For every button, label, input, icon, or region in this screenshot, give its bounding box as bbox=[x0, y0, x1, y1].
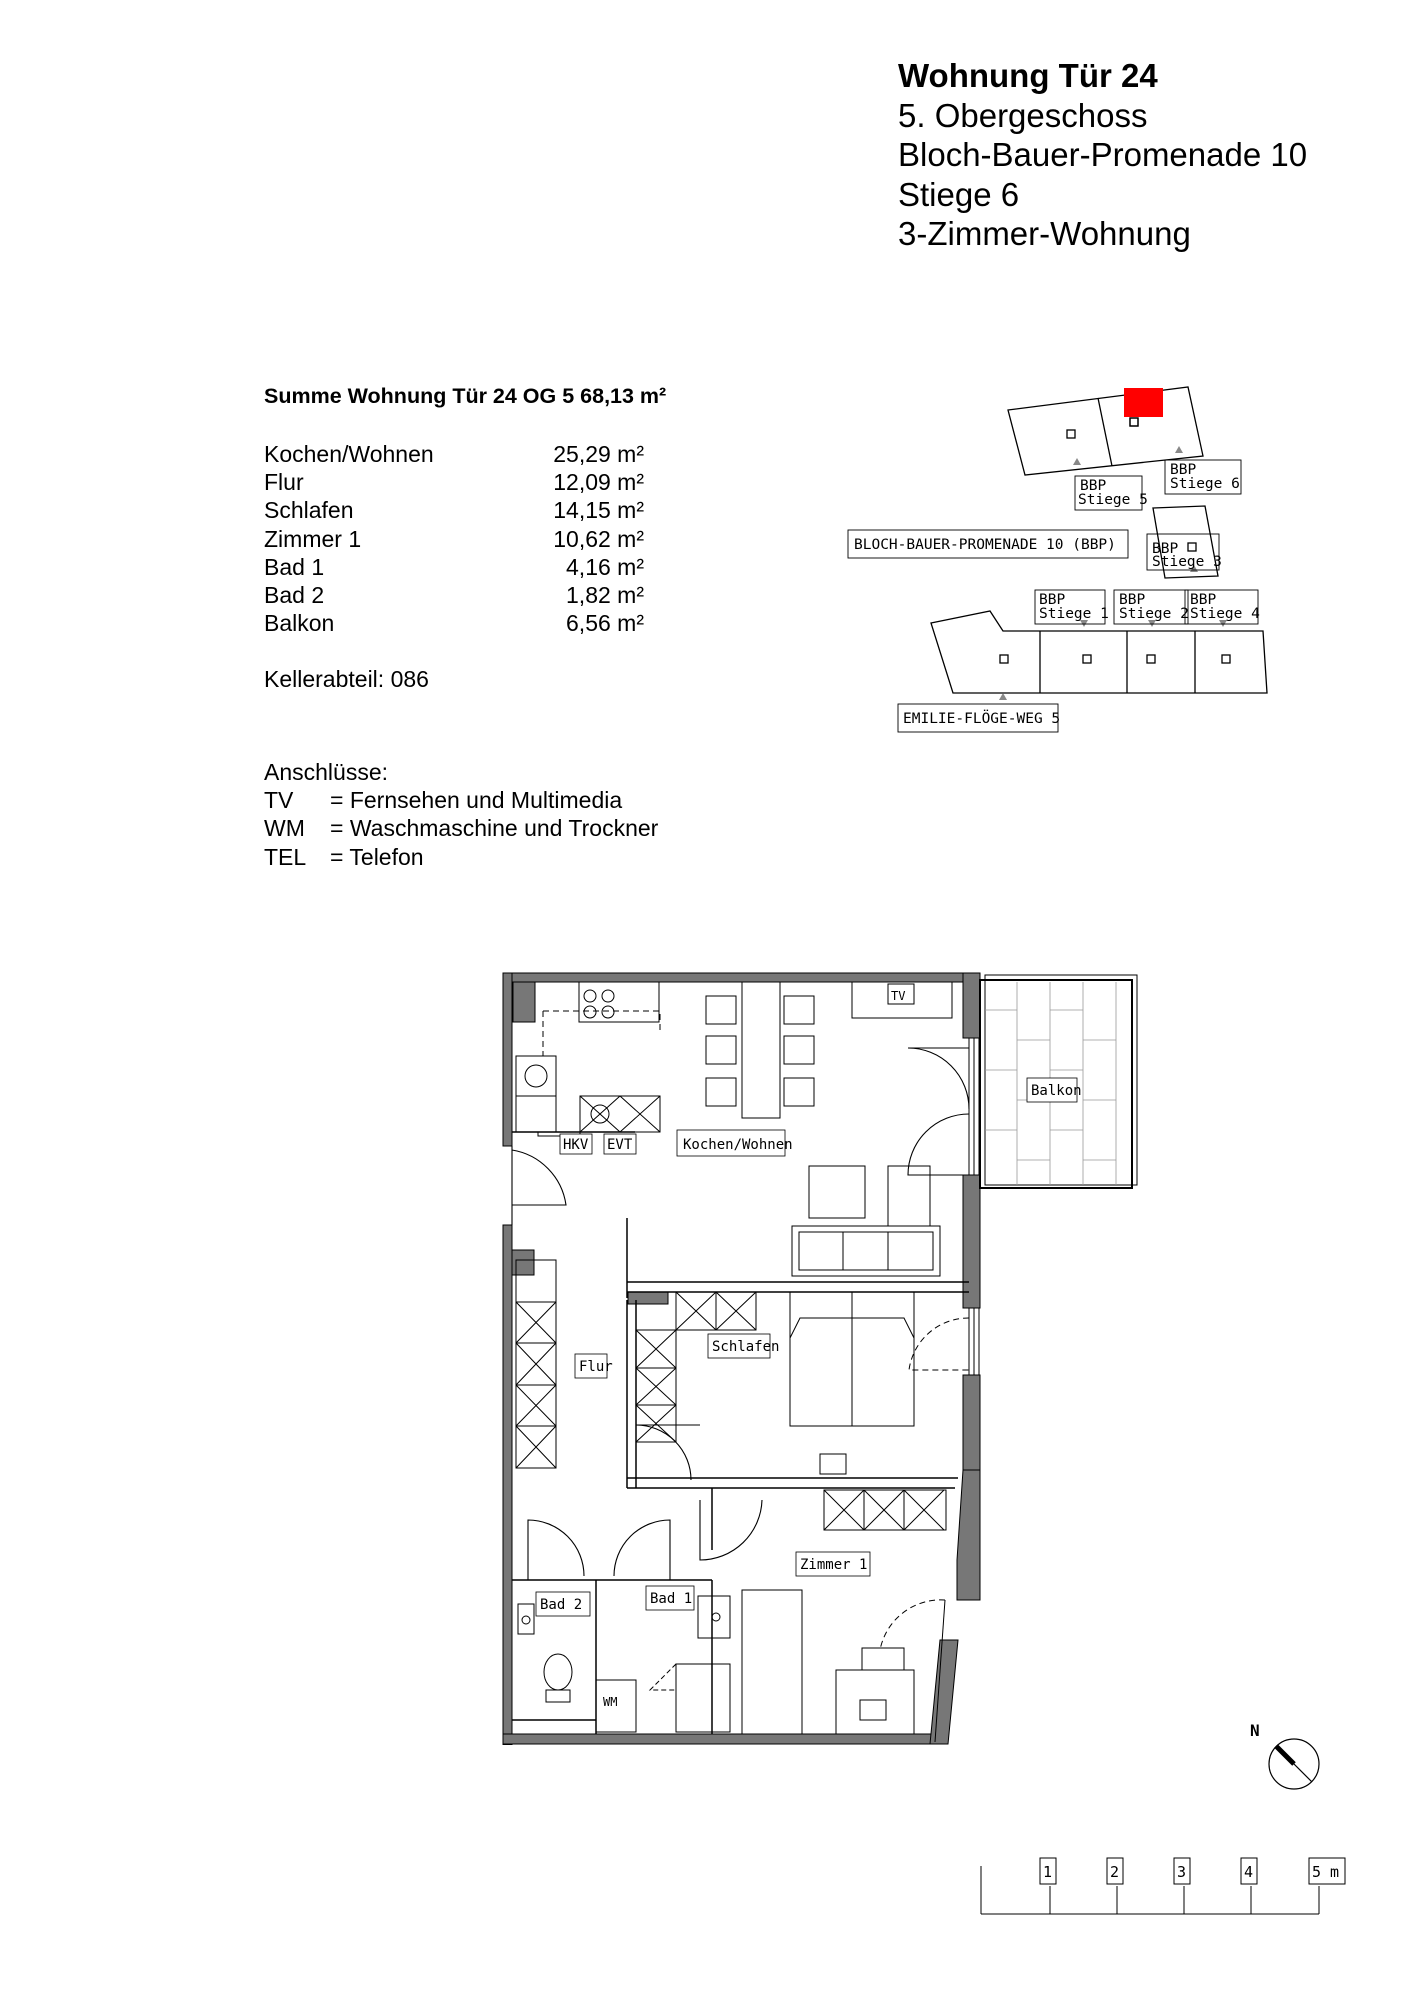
floor-plan bbox=[495, 965, 1140, 1745]
area-name: Flur bbox=[264, 469, 304, 496]
stiege2-label: Stiege 2 bbox=[1119, 606, 1189, 622]
tv-socket-label: TV bbox=[891, 989, 906, 1003]
apartment-header bbox=[898, 56, 1307, 254]
room-label-zimmer1: Zimmer 1 bbox=[800, 1557, 868, 1573]
area-value: 1,82 m² bbox=[566, 581, 644, 608]
area-name: Zimmer 1 bbox=[264, 525, 362, 552]
wall-east-lower bbox=[930, 1640, 958, 1744]
area-value: 10,62 m² bbox=[553, 525, 644, 552]
wall-east-mid2 bbox=[963, 1375, 980, 1470]
scale-mark: 5 m bbox=[1312, 1863, 1340, 1881]
connections-legend bbox=[264, 758, 659, 871]
bbp-label: BBP bbox=[1039, 592, 1066, 608]
wall-flur-stub bbox=[512, 1250, 534, 1275]
room-label-bad1: Bad 1 bbox=[650, 1591, 693, 1607]
legend-key: TV bbox=[264, 787, 294, 814]
area-row bbox=[264, 525, 644, 553]
area-name: Schlafen bbox=[264, 497, 354, 524]
stiege6-label: Stiege 6 bbox=[1170, 476, 1240, 492]
wall-south bbox=[503, 1734, 940, 1744]
area-name: Bad 2 bbox=[264, 581, 325, 608]
street1-label: BLOCH-BAUER-PROMENADE 10 (BBP) bbox=[854, 537, 1116, 553]
stair-marker bbox=[1000, 655, 1008, 663]
apartment-location-marker bbox=[1124, 388, 1163, 417]
legend-desc: = Waschmaschine und Trockner bbox=[330, 815, 659, 842]
legend-desc: = Fernsehen und Multimedia bbox=[330, 787, 623, 814]
apartment-floor: 5. Obergeschoss bbox=[898, 96, 1148, 134]
site-keymap bbox=[840, 380, 1280, 740]
scale-bar bbox=[975, 1840, 1355, 1920]
room-label-schlafen: Schlafen bbox=[712, 1339, 780, 1355]
stair-marker bbox=[1188, 543, 1196, 551]
room-label-flur: Flur bbox=[579, 1359, 613, 1375]
wall-east-slanted bbox=[957, 1470, 980, 1600]
room-label-bad2: Bad 2 bbox=[540, 1597, 583, 1613]
wall-west-lower bbox=[503, 1225, 512, 1745]
north-label: N bbox=[1250, 1721, 1260, 1740]
legend-row bbox=[264, 786, 623, 814]
legend-row bbox=[264, 843, 424, 871]
scale-mark: 4 bbox=[1244, 1863, 1254, 1881]
apartment-address: Bloch-Bauer-Promenade 10 bbox=[898, 136, 1308, 173]
area-name: Bad 1 bbox=[264, 553, 325, 580]
bbp-label: BBP bbox=[1080, 478, 1107, 494]
area-row bbox=[264, 609, 644, 637]
hkv-label: HKV bbox=[563, 1137, 589, 1153]
stiege1-label: Stiege 1 bbox=[1039, 606, 1109, 622]
wall-kitchen-corner bbox=[513, 982, 535, 1022]
evt-label: EVT bbox=[607, 1137, 633, 1153]
compass-rose bbox=[1248, 1720, 1328, 1800]
area-row bbox=[264, 581, 644, 609]
connections-heading: Anschlüsse: bbox=[264, 759, 389, 785]
legend-key: WM bbox=[264, 815, 305, 842]
bbp-label: BBP bbox=[1152, 541, 1179, 557]
legend-desc: = Telefon bbox=[330, 843, 424, 870]
wall-east-upper bbox=[963, 973, 980, 1038]
area-row bbox=[264, 496, 644, 524]
wall-west-upper bbox=[503, 973, 512, 1146]
area-list bbox=[264, 440, 644, 637]
building-south bbox=[931, 611, 1267, 693]
wall-north bbox=[503, 973, 973, 982]
stiege4-label: Stiege 4 bbox=[1190, 606, 1260, 622]
wm-socket-label: WM bbox=[603, 1695, 618, 1709]
stiege5-label: Stiege 5 bbox=[1078, 492, 1148, 508]
area-value: 25,29 m² bbox=[553, 441, 644, 467]
keller-info: Kellerabteil: 086 bbox=[264, 666, 429, 692]
scale-mark: 1 bbox=[1043, 1863, 1053, 1881]
area-name: Kochen/Wohnen bbox=[264, 441, 434, 467]
apartment-type: 3-Zimmer-Wohnung bbox=[898, 215, 1191, 252]
street2-label: EMILIE-FLÖGE-WEG 5 bbox=[903, 711, 1061, 727]
stair-marker bbox=[1067, 430, 1075, 438]
stair-marker bbox=[1147, 655, 1155, 663]
scale-mark: 3 bbox=[1177, 1863, 1187, 1881]
wall-east-mid bbox=[963, 1175, 980, 1308]
bbp-label: BBP bbox=[1170, 462, 1197, 478]
area-row bbox=[264, 468, 644, 496]
wall-schlafen-stub bbox=[628, 1292, 668, 1304]
stair-marker bbox=[1130, 418, 1138, 426]
room-label-kochen: Kochen/Wohnen bbox=[683, 1137, 793, 1153]
stair-marker bbox=[1083, 655, 1091, 663]
area-value: 4,16 m² bbox=[566, 553, 644, 580]
area-row bbox=[264, 553, 644, 581]
bbp-label: BBP bbox=[1190, 592, 1217, 608]
stiege3-label: Stiege 3 bbox=[1152, 554, 1222, 570]
area-value: 14,15 m² bbox=[553, 497, 644, 524]
area-value: 12,09 m² bbox=[553, 469, 644, 496]
stair-marker bbox=[1222, 655, 1230, 663]
area-name: Balkon bbox=[264, 610, 335, 637]
room-label-balkon: Balkon bbox=[1031, 1083, 1082, 1099]
area-summary: Summe Wohnung Tür 24 OG 5 68,13 m² bbox=[264, 384, 667, 408]
scale-mark: 2 bbox=[1110, 1863, 1120, 1881]
bbp-label: BBP bbox=[1119, 592, 1146, 608]
legend-key: TEL bbox=[264, 843, 307, 870]
apartment-stair: Stiege 6 bbox=[898, 175, 1020, 213]
apartment-location-square bbox=[1130, 418, 1138, 426]
apartment-title: Wohnung Tür 24 bbox=[898, 57, 1158, 94]
area-value: 6,56 m² bbox=[566, 610, 644, 637]
legend-row bbox=[264, 814, 659, 842]
area-row bbox=[264, 440, 644, 468]
